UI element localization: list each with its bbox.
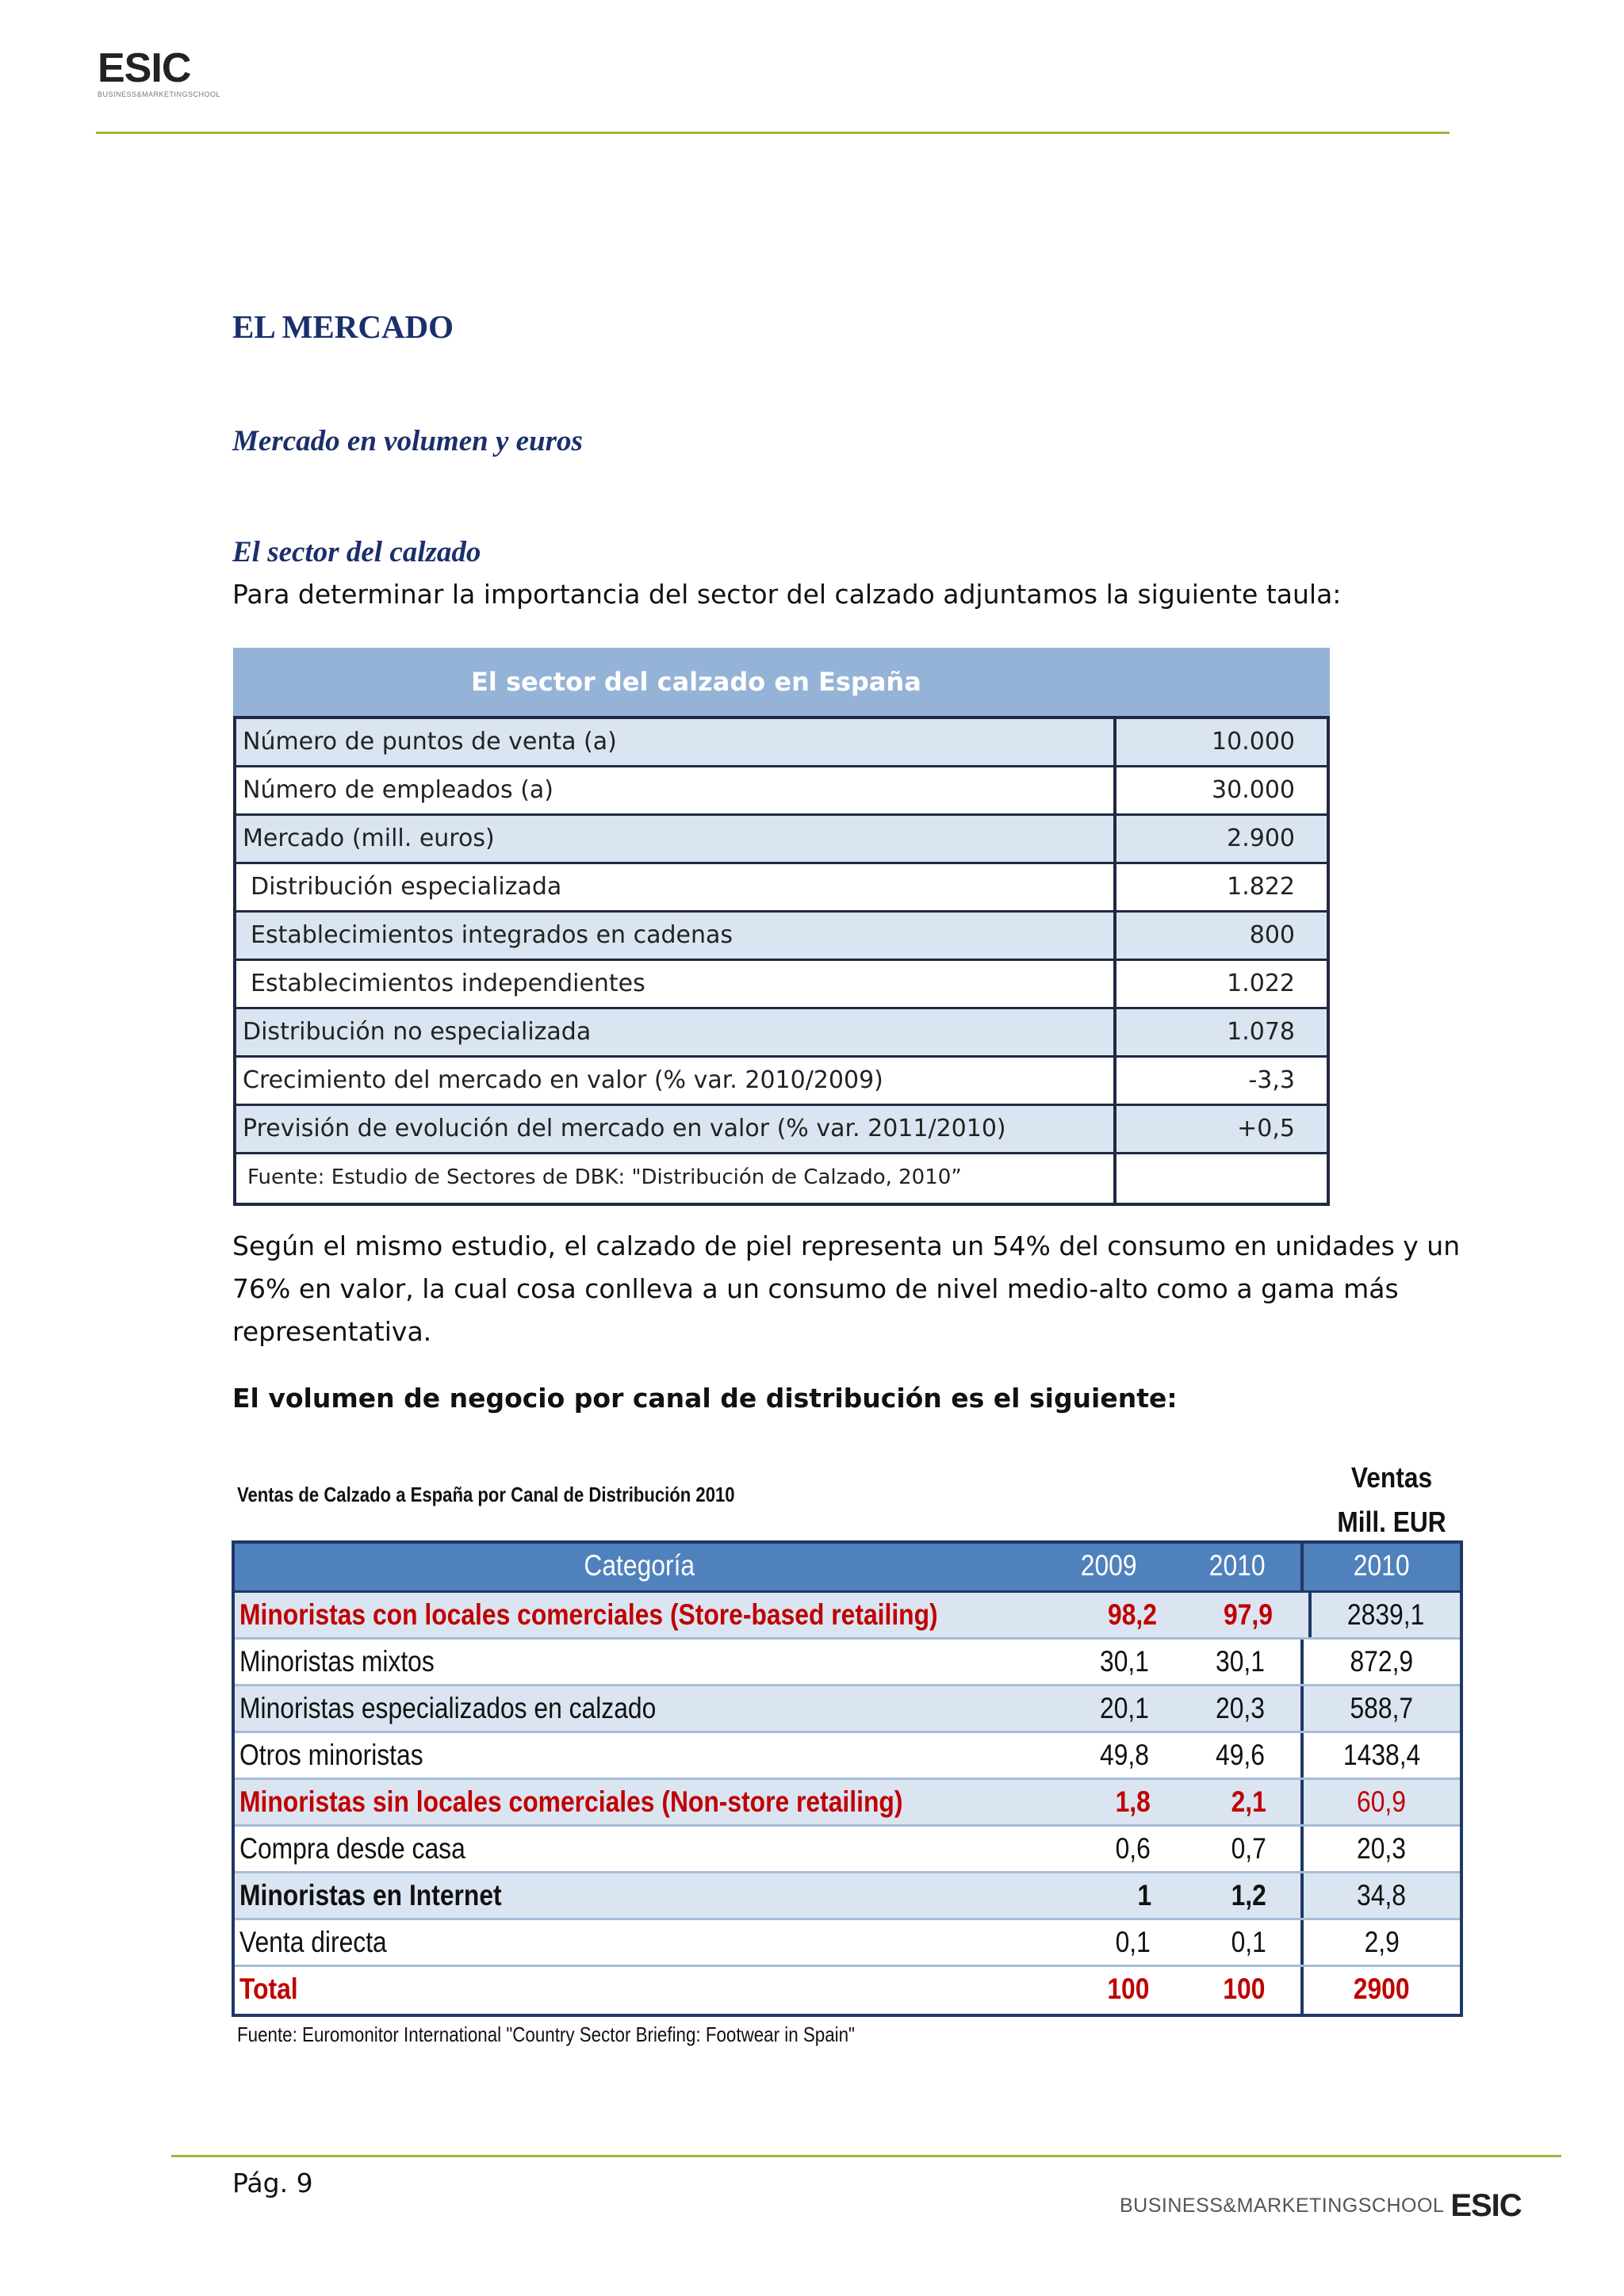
table-row <box>235 1827 1460 1873</box>
table-header-row <box>235 1544 1460 1593</box>
row-2009: 98,2 <box>1108 1598 1157 1631</box>
table-row <box>236 1106 1327 1154</box>
row-2009: 49,8 <box>1100 1739 1149 1771</box>
row-ventas: 2839,1 <box>1346 1598 1425 1631</box>
row-ventas: 20,3 <box>1357 1832 1407 1865</box>
table-row <box>236 816 1327 864</box>
sector-table <box>233 648 1330 1206</box>
row-2010: 0,7 <box>1231 1832 1266 1865</box>
table-row <box>235 1733 1460 1780</box>
table-row <box>236 719 1327 767</box>
row-value: 1.078 <box>1227 1018 1295 1046</box>
col-header-ventas-2010: 2010 <box>1354 1549 1410 1582</box>
page-title: EL MERCADO <box>232 308 454 345</box>
sales-table-title: Ventas de Calzado a España por Canal de Distribución 2010 <box>237 1483 735 1506</box>
table-row <box>235 1873 1460 1920</box>
sales-table-source: Fuente: Euromonitor International "Country Sector Briefing: Footwear in Spain" <box>237 2022 855 2046</box>
row-label: Número de puntos de venta (a) <box>236 719 1116 765</box>
row-ventas: 872,9 <box>1350 1645 1414 1678</box>
sector-table-body <box>233 716 1330 1206</box>
col-header-category: Categoría <box>584 1549 695 1582</box>
table-row <box>235 1686 1460 1733</box>
row-category: Minoristas en Internet <box>239 1879 502 1911</box>
row-2009: 30,1 <box>1100 1645 1149 1678</box>
row-value: 1.822 <box>1227 873 1295 901</box>
table-source-row <box>236 1154 1327 1203</box>
row-category: Compra desde casa <box>239 1832 465 1865</box>
header-rule <box>96 132 1450 134</box>
row-ventas: 2900 <box>1354 1973 1410 2005</box>
table-row <box>235 1780 1460 1827</box>
ventas-header-line: Mill. EUR <box>1337 1506 1446 1538</box>
row-2010: 49,6 <box>1216 1739 1265 1771</box>
row-2010: 20,3 <box>1216 1692 1265 1724</box>
row-value: +0,5 <box>1237 1115 1295 1142</box>
page-number: Pág. 9 <box>232 2168 313 2198</box>
row-2010: 1,2 <box>1231 1879 1266 1911</box>
row-category: Minoristas mixtos <box>239 1645 435 1678</box>
row-label: Distribución especializada <box>236 864 1116 910</box>
row-ventas: 588,7 <box>1350 1692 1414 1724</box>
row-value: 10.000 <box>1212 728 1295 756</box>
row-category: Venta directa <box>239 1926 387 1958</box>
table-row <box>236 767 1327 816</box>
row-2009: 100 <box>1107 1973 1150 2005</box>
table-total-row <box>235 1967 1460 2014</box>
row-label: Crecimiento del mercado en valor (% var. 2010/2009) <box>236 1058 1116 1104</box>
ventas-header <box>1324 1456 1459 1544</box>
row-2010: 97,9 <box>1224 1598 1273 1631</box>
section-subtitle: Mercado en volumen y euros <box>232 425 583 457</box>
row-ventas: 60,9 <box>1357 1785 1407 1818</box>
row-category: Minoristas sin locales comerciales (Non-store retailing) <box>239 1785 903 1818</box>
esic-logo <box>98 46 253 101</box>
row-category: Total <box>239 1973 298 2005</box>
row-2009: 20,1 <box>1100 1692 1149 1724</box>
intro-text: Para determinar la importancia del sector del calzado adjuntamos la siguiente taula: <box>232 579 1342 610</box>
row-label: Establecimientos integrados en cadenas <box>236 913 1116 959</box>
table-row <box>236 1058 1327 1106</box>
table-row <box>235 1640 1460 1686</box>
row-value: 2.900 <box>1227 825 1295 852</box>
row-2010: 100 <box>1223 1973 1266 2005</box>
paragraph-line: representativa. <box>232 1316 432 1347</box>
paragraph-line: 76% en valor, la cual cosa conlleva a un consumo de nivel medio-alto como a gama más <box>232 1273 1399 1304</box>
table-row <box>236 913 1327 961</box>
table-row <box>236 864 1327 913</box>
row-2010: 2,1 <box>1231 1785 1266 1818</box>
col-header-2010: 2010 <box>1208 1549 1266 1582</box>
table-row <box>236 961 1327 1009</box>
row-label: Distribución no especializada <box>236 1009 1116 1055</box>
row-value: 30.000 <box>1212 776 1295 804</box>
row-2009: 0,1 <box>1115 1926 1151 1958</box>
sales-table <box>232 1540 1463 2017</box>
paragraph-line: Según el mismo estudio, el calzado de piel representa un 54% del consumo en unidades y un <box>232 1230 1461 1261</box>
empty-cell <box>1116 1154 1327 1203</box>
body-paragraph <box>232 1225 1461 1353</box>
row-ventas: 1438,4 <box>1342 1739 1421 1771</box>
section-title: El sector del calzado <box>232 536 481 568</box>
row-category: Otros minoristas <box>239 1739 423 1771</box>
row-label: Previsión de evolución del mercado en valor (% var. 2011/2010) <box>236 1106 1116 1152</box>
table-row <box>235 1593 1460 1640</box>
sector-table-title: El sector del calzado en España <box>233 648 1330 716</box>
row-value: -3,3 <box>1248 1066 1295 1094</box>
col-header-2009: 2009 <box>1080 1549 1137 1582</box>
row-category: Minoristas especializados en calzado <box>239 1692 657 1724</box>
distribution-subheading: El volumen de negocio por canal de distribución es el siguiente: <box>232 1383 1178 1414</box>
row-label: Número de empleados (a) <box>236 767 1116 813</box>
ventas-header-line: Ventas <box>1350 1461 1433 1494</box>
footer-esic-logo: ESIC <box>1450 2188 1522 2223</box>
row-value: 1.022 <box>1227 970 1295 997</box>
row-label: Establecimientos independientes <box>236 961 1116 1007</box>
table-row <box>235 1920 1460 1967</box>
footer-brand <box>1120 2188 1522 2224</box>
esic-logo-text: ESIC <box>98 45 191 91</box>
row-ventas: 34,8 <box>1357 1879 1407 1911</box>
row-2009: 1,8 <box>1115 1785 1151 1818</box>
table-source: Fuente: Estudio de Sectores de DBK: "Distribución de Calzado, 2010” <box>236 1154 1116 1203</box>
row-ventas: 2,9 <box>1364 1926 1400 1958</box>
row-2010: 30,1 <box>1216 1645 1265 1678</box>
row-2009: 0,6 <box>1115 1832 1151 1865</box>
table-row <box>236 1009 1327 1058</box>
footer-brand-text: BUSINESS&MARKETINGSCHOOL <box>1120 2195 1445 2217</box>
row-category: Minoristas con locales comerciales (Store-based retailing) <box>239 1598 938 1631</box>
esic-logo-tagline: BUSINESS&MARKETINGSCHOOL <box>98 90 221 98</box>
row-label: Mercado (mill. euros) <box>236 816 1116 862</box>
row-value: 800 <box>1249 921 1295 949</box>
row-2010: 0,1 <box>1231 1926 1266 1958</box>
row-2009: 1 <box>1137 1879 1152 1911</box>
footer-rule <box>171 2155 1561 2157</box>
